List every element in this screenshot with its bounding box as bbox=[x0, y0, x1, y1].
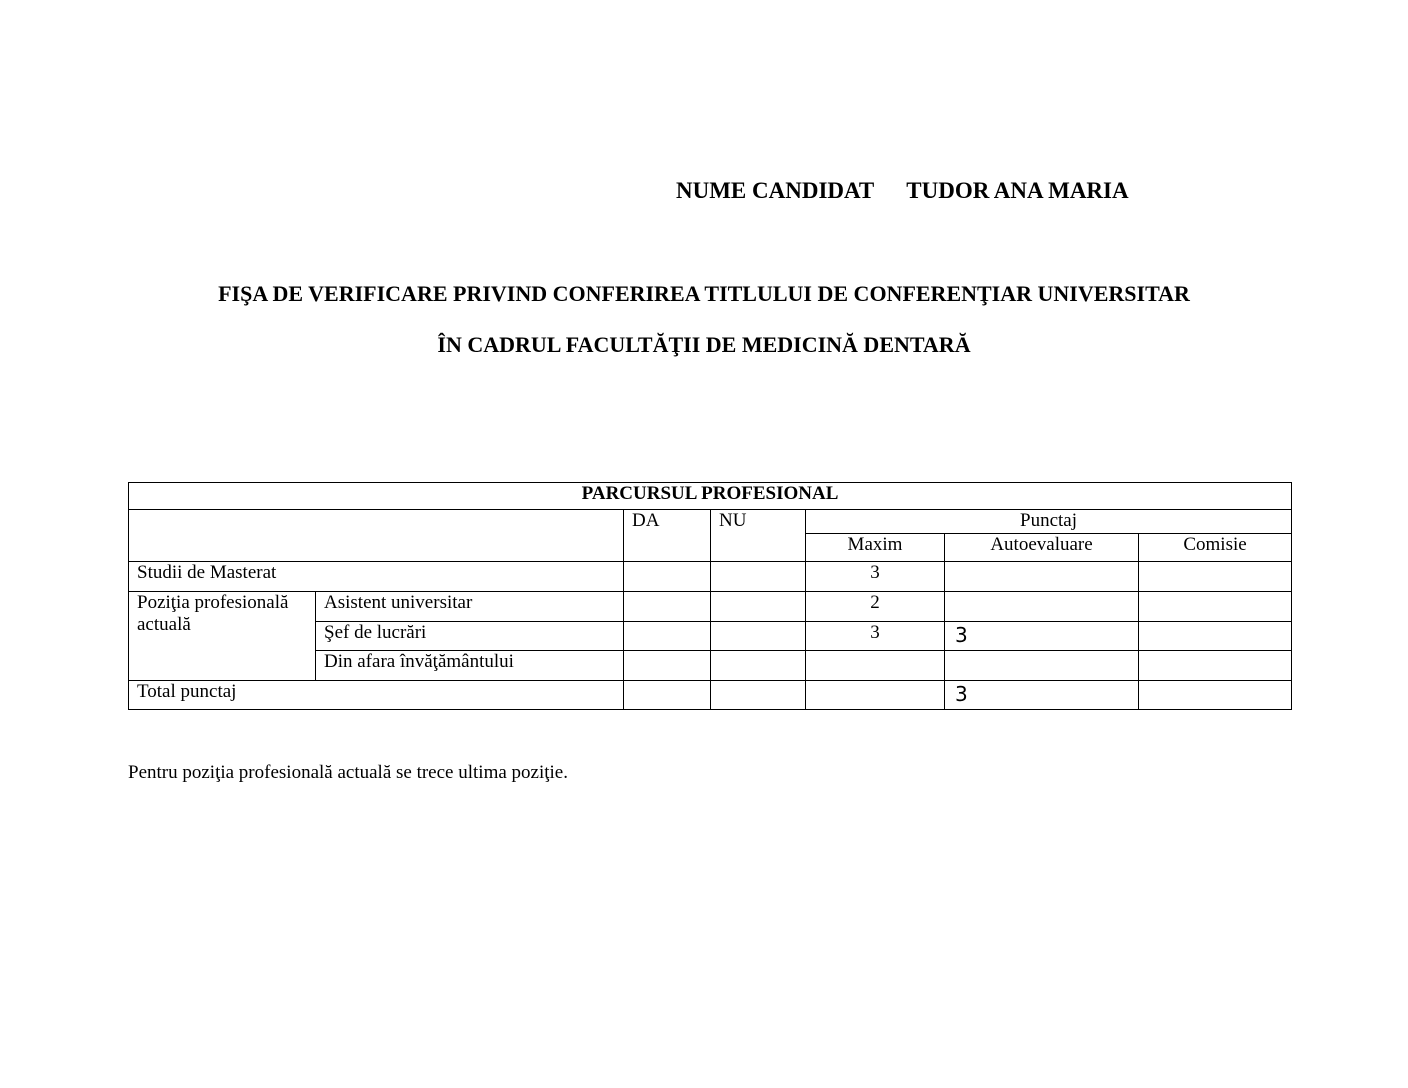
document-title-line2: ÎN CADRUL FACULTĂŢII DE MEDICINĂ DENTARĂ bbox=[437, 332, 971, 357]
cell-maxim: 3 bbox=[806, 562, 945, 592]
cell-autoevaluare: 3 bbox=[945, 622, 1139, 651]
header-nu: NU bbox=[711, 510, 806, 562]
table-heading: PARCURSUL PROFESIONAL bbox=[129, 483, 1292, 510]
cell-da bbox=[624, 592, 711, 622]
candidate-label: NUME CANDIDAT bbox=[676, 178, 875, 203]
cell-maxim: 2 bbox=[806, 592, 945, 622]
cell-nu bbox=[711, 651, 806, 681]
header-punctaj: Punctaj bbox=[806, 510, 1292, 534]
cell-nu bbox=[711, 681, 806, 710]
table-heading-row bbox=[129, 483, 1292, 510]
cell-maxim bbox=[806, 651, 945, 681]
footnote: Pentru poziţia profesională actuală se trece ultima poziţie. bbox=[128, 762, 568, 783]
cell-da bbox=[624, 681, 711, 710]
row-label-asistent: Asistent universitar bbox=[316, 592, 624, 622]
cell-comisie bbox=[1139, 651, 1292, 681]
header-da: DA bbox=[624, 510, 711, 562]
cell-maxim: 3 bbox=[806, 622, 945, 651]
table-row-asistent bbox=[129, 592, 1292, 622]
candidate-header bbox=[676, 178, 1129, 204]
cell-autoevaluare bbox=[945, 562, 1139, 592]
cell-comisie bbox=[1139, 562, 1292, 592]
table-row-masterat bbox=[129, 562, 1292, 592]
row-label-afara: Din afara învăţământului bbox=[316, 651, 624, 681]
cell-autoevaluare: 3 bbox=[945, 681, 1139, 710]
cell-nu bbox=[711, 562, 806, 592]
row-label-masterat: Studii de Masterat bbox=[129, 562, 624, 592]
header-empty-cell bbox=[129, 510, 624, 562]
cell-comisie bbox=[1139, 622, 1292, 651]
row-label-total: Total punctaj bbox=[129, 681, 624, 710]
evaluation-table bbox=[128, 482, 1292, 710]
column-header-row bbox=[129, 510, 1292, 534]
cell-da bbox=[624, 622, 711, 651]
header-maxim: Maxim bbox=[806, 534, 945, 562]
cell-da bbox=[624, 651, 711, 681]
candidate-name: TUDOR ANA MARIA bbox=[906, 178, 1129, 203]
cell-comisie bbox=[1139, 592, 1292, 622]
cell-comisie bbox=[1139, 681, 1292, 710]
cell-nu bbox=[711, 622, 806, 651]
cell-autoevaluare bbox=[945, 592, 1139, 622]
cell-maxim bbox=[806, 681, 945, 710]
header-autoevaluare: Autoevaluare bbox=[945, 534, 1139, 562]
document-title-line1: FIŞA DE VERIFICARE PRIVIND CONFERIREA TITLULUI DE CONFERENŢIAR UNIVERSITAR bbox=[218, 281, 1190, 306]
header-comisie: Comisie bbox=[1139, 534, 1292, 562]
cell-nu bbox=[711, 592, 806, 622]
cell-autoevaluare bbox=[945, 651, 1139, 681]
cell-da bbox=[624, 562, 711, 592]
table-row-total bbox=[129, 681, 1292, 710]
row-label-sef: Şef de lucrări bbox=[316, 622, 624, 651]
row-label-pozitie: Poziţia profesională actuală bbox=[129, 592, 316, 681]
